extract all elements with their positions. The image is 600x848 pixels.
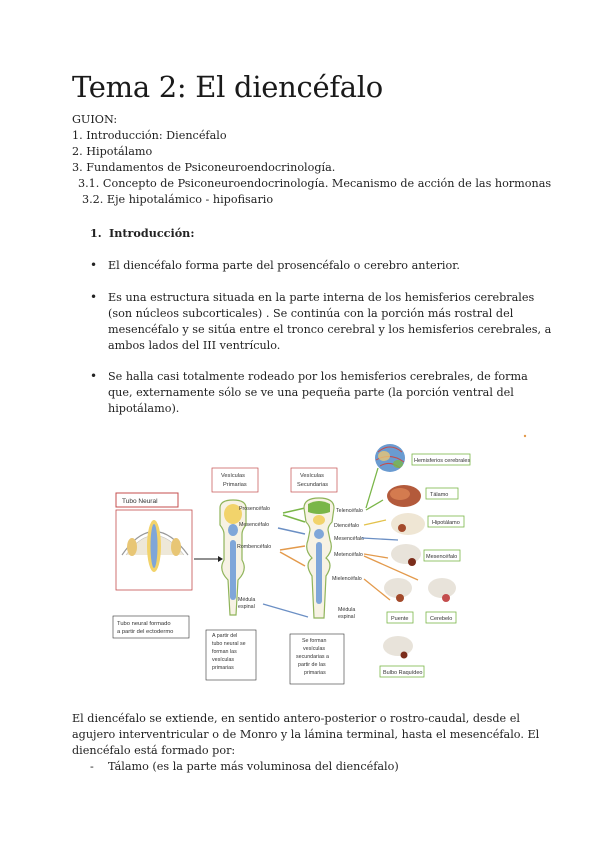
closing-line: agujero interventricular o de Monro y la lámina terminal, hasta el mesencéfalo. El — [72, 728, 540, 741]
vesiculas-secundarias-box — [291, 468, 337, 492]
brain-cerebelo — [428, 578, 456, 598]
secondary-label: Mielencéfalo — [332, 576, 362, 582]
arrow-to-hemisferios — [366, 468, 378, 508]
bullet-text: mesencéfalo y se sitúa entre el tronco cerebral y los hemisferios cerebrales, a — [108, 323, 552, 336]
arrow-prosencefalo — [283, 508, 305, 513]
secondary-rombencefalo — [316, 542, 322, 604]
neural-crest-left — [127, 538, 137, 556]
bullet-text: que, externamente sólo se ve una pequeña parte (la porción ventral del — [108, 386, 514, 399]
brain-label: Mesencéfalo — [426, 554, 458, 560]
brain-hipotalamo-highlight — [398, 524, 406, 532]
closing-line: diencéfalo está formado por: — [72, 744, 236, 757]
closing-line: El diencéfalo se extiende, en sentido antero-posterior o rostro-caudal, desde el — [72, 712, 520, 725]
guion-label: GUION: — [72, 113, 118, 126]
vesiculas-secundarias-label: Vesículas — [300, 473, 324, 479]
brain-bulbo-highlight — [401, 652, 408, 659]
neural-development-diagram — [108, 430, 528, 695]
bullet-text: Se halla casi totalmente rodeado por los hemisferios cerebrales, de forma — [108, 370, 528, 383]
stray-dot — [524, 435, 526, 437]
section-heading: Introducción: — [109, 226, 195, 240]
section-number: 1. — [90, 226, 102, 240]
guion-item: 3.2. Eje hipotalámico - hipofisario — [82, 193, 274, 206]
guion-item: 2. Hipotálamo — [72, 145, 153, 158]
bullet-dot: • — [90, 369, 98, 383]
brain-label: Puente — [391, 616, 409, 622]
arrow-rombencefalo — [280, 552, 305, 566]
secondary-caption-line: partir de las — [298, 662, 326, 668]
tubo-neural-label: Tubo Neural — [122, 498, 158, 505]
primary-label: Prosencéfalo — [239, 506, 270, 512]
guion-item: 3.1. Concepto de Psiconeuroendocrinología. Mecanismo de acción de las hormonas — [78, 177, 552, 190]
neural-crest-right — [171, 538, 181, 556]
guion-item: 3. Fundamentos de Psiconeuroendocrinología. — [72, 161, 336, 174]
guion-item: 1. Introducción: Diencéfalo — [72, 129, 227, 142]
secondary-caption-line: vesículas — [303, 646, 326, 652]
secondary-label: Diencéfalo — [334, 523, 360, 529]
primary-caption-line: tubo neural se — [212, 641, 246, 647]
secondary-diencefalo — [313, 515, 325, 525]
brain-mesencefalo-highlight — [408, 558, 416, 566]
bullet-text: ambos lados del III ventrículo. — [108, 339, 281, 352]
arrow-head — [218, 556, 223, 562]
brain-mesencefalo — [391, 544, 421, 564]
secondary-caption-line: primarias — [304, 670, 326, 676]
primary-label: espinal — [238, 604, 255, 610]
bullet-dot: • — [90, 290, 98, 304]
brain-label: Bulbo Raquídeo — [383, 670, 423, 676]
brain-hipotalamo — [391, 513, 425, 535]
arrow-to-mesencefalo — [362, 538, 398, 540]
brain-puente-highlight — [396, 594, 404, 602]
tubo-caption-line: Tubo neural formado — [117, 621, 171, 627]
brain-label: Hipotálamo — [432, 520, 460, 526]
arrow-prosencefalo — [283, 515, 305, 522]
arrow-mesencefalo — [278, 528, 305, 534]
arrow-medula — [263, 604, 308, 617]
primary-caption-line: A partir del — [212, 633, 238, 639]
primary-label: Mesencéfalo — [239, 522, 270, 528]
vesiculas-primarias-box — [212, 468, 258, 492]
vesiculas-secundarias-label: Secundarias — [297, 482, 329, 488]
bullet-text: hipotálamo). — [108, 402, 180, 415]
secondary-caption-line: Se forman — [302, 638, 327, 644]
tubo-caption-line: a partir del ectodermo — [117, 629, 174, 635]
primary-caption-line: forman las — [212, 649, 237, 655]
primary-mesencefalo — [228, 524, 238, 536]
vesiculas-primarias-label: Vesículas — [221, 473, 245, 479]
secondary-telencefalo — [308, 501, 330, 514]
bullet-text: Es una estructura situada en la parte interna de los hemisferios cerebrales — [108, 291, 535, 304]
neural-tube-lumen — [151, 524, 158, 568]
page-title: Tema 2: El diencéfalo — [72, 70, 383, 104]
primary-label: Rombencéfalo — [237, 544, 272, 550]
arrow-to-talamo — [364, 520, 386, 525]
secondary-label: Médula — [338, 607, 356, 613]
arrow-rombencefalo — [280, 546, 305, 550]
primary-label: Médula — [238, 597, 256, 603]
dash-item: Tálamo (es la parte más voluminosa del diencéfalo) — [108, 760, 399, 773]
dash-marker: - — [90, 760, 94, 773]
brain-cerebelo-highlight — [442, 594, 450, 602]
brain-hemisferios-lobe — [378, 451, 390, 461]
brain-label: Hemisferios cerebrales — [414, 458, 471, 464]
vesiculas-primarias-label: Primarias — [223, 482, 247, 488]
primary-rombencefalo — [230, 540, 236, 600]
secondary-caption-line: secundarias a — [296, 654, 329, 660]
primary-caption-line: vesículas — [212, 657, 235, 663]
bullet-text: (son núcleos subcorticales) . Se continúa con la porción más rostral del — [108, 307, 514, 320]
brain-hemisferios-lobe — [393, 460, 403, 468]
brain-bulbo — [383, 636, 413, 656]
bullet-dot: • — [90, 258, 98, 272]
primary-caption-line: primarias — [212, 665, 234, 671]
secondary-label: Telencéfalo — [336, 508, 363, 514]
bullet-text: El diencéfalo forma parte del prosencéfalo o cerebro anterior. — [108, 259, 460, 272]
brain-label: Tálamo — [430, 492, 449, 498]
secondary-mesencefalo — [314, 529, 324, 539]
secondary-label: Metencéfalo — [334, 552, 363, 558]
secondary-label: Mesencéfalo — [334, 536, 365, 542]
secondary-label: espinal — [338, 614, 355, 620]
brain-label: Cerebelo — [430, 616, 453, 622]
brain-talamo-inner — [390, 488, 410, 500]
